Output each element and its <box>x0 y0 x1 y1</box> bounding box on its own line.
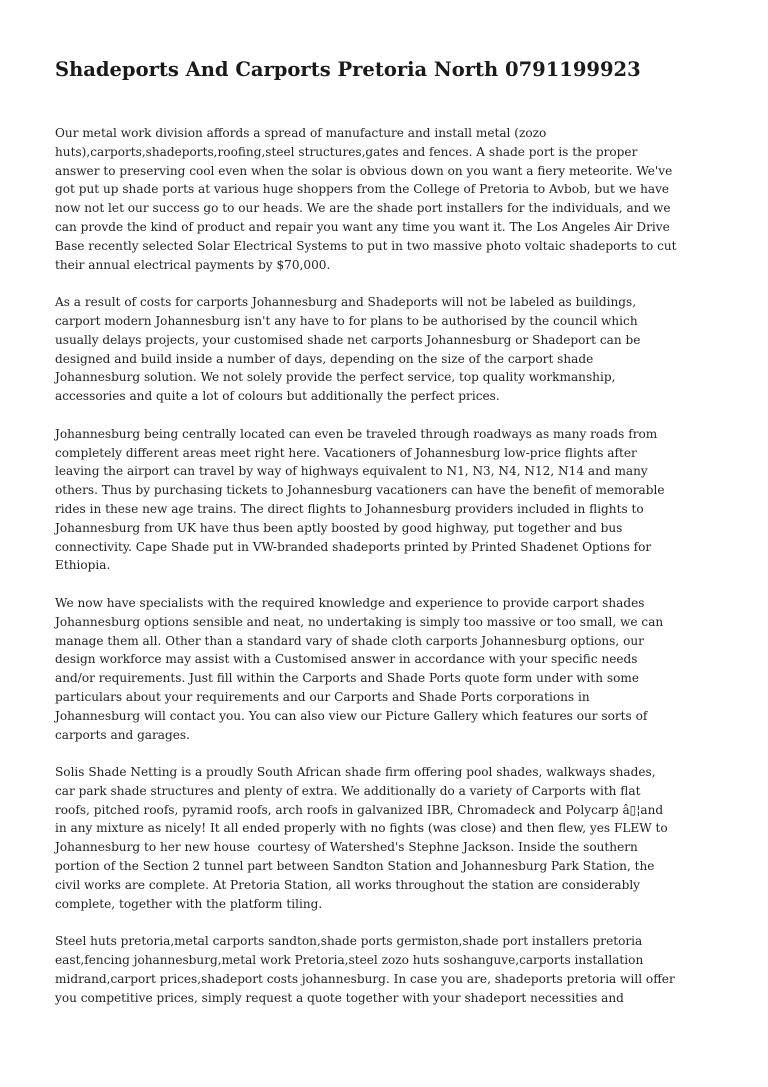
text-line: designed and build inside a number of days, depending on the size of the carport shade <box>55 351 594 366</box>
text-line: midrand,carport prices,shadeport costs johannesburg. In case you are, shadeports pretoria will offer <box>55 971 675 986</box>
text-line: manage them all. Other than a standard vary of shade cloth carports Johannesburg options, our <box>55 633 644 648</box>
text-line: east,fencing johannesburg,metal work Pretoria,steel zozo huts soshanguve,carports installation <box>55 953 644 968</box>
text-line: can provde the kind of product and repair you want any time you want it. The Los Angeles Air Drive <box>55 219 670 234</box>
text-line: answer to preserving cool even when the solar is obvious down on you want a fiery meteorite. We've <box>55 163 673 178</box>
paragraph <box>55 932 755 1007</box>
text-line: usually delays projects, your customised shade net carports Johannesburg or Shadeport can be <box>55 332 641 347</box>
text-line: Steel huts pretoria,metal carports sandton,shade ports germiston,shade port installers pretoria <box>55 934 643 949</box>
text-line: car park shade structures and plenty of extra. We additionally do a variety of Carports with flat <box>55 783 641 798</box>
text-line: huts),carports,shadeports,roofing,steel structures,gates and fences. A shade port is the proper <box>55 144 638 159</box>
text-line: accessories and quite a lot of colours but additionally the perfect prices. <box>55 389 500 404</box>
page-title: Shadeports And Carports Pretoria North 0791199923 <box>55 58 641 81</box>
text-line: Johannesburg will contact you. You can also view our Picture Gallery which features our sorts of <box>55 708 648 723</box>
text-line: design workforce may assist with a Customised answer in accordance with your specific needs <box>55 652 638 667</box>
text-line: carport modern Johannesburg isn't any have to for plans to be authorised by the council which <box>55 313 638 328</box>
paragraph <box>55 425 755 575</box>
text-line: rides in these new age trains. The direct flights to Johannesburg providers included in flights to <box>55 501 644 516</box>
text-line: We now have specialists with the required knowledge and experience to provide carport shades <box>55 595 645 610</box>
text-line: particulars about your requirements and our Carports and Shade Ports corporations in <box>55 689 590 704</box>
text-line: Johannesburg options sensible and neat, no undertaking is simply too massive or too small, we can <box>55 614 664 629</box>
paragraph <box>55 763 755 913</box>
text-line: in any mixture as nicely! It all ended properly with no fights (was close) and then flew, yes FLEW to <box>55 821 668 836</box>
text-line: their annual electrical payments by $70,000. <box>55 257 331 272</box>
document-body <box>55 124 755 1026</box>
text-line: complete, together with the platform tiling. <box>55 896 323 911</box>
paragraph <box>55 594 755 744</box>
text-line: Solis Shade Netting is a proudly South African shade firm offering pool shades, walkways shades, <box>55 765 656 780</box>
text-line: now not let our success go to our heads. We are the shade port installers for the individuals, and we <box>55 201 671 216</box>
text-line: leaving the airport can travel by way of highways equivalent to N1, N3, N4, N12, N14 and many <box>55 464 648 479</box>
text-line: and/or requirements. Just fill within the Carports and Shade Ports quote form under with some <box>55 671 640 686</box>
text-line: Our metal work division affords a spread of manufacture and install metal (zozo <box>55 126 547 140</box>
text-line: connectivity. Cape Shade put in VW-branded shadeports printed by Printed Shadenet Options for <box>55 539 652 554</box>
text-line: As a result of costs for carports Johannesburg and Shadeports will not be labeled as buildings, <box>55 295 637 310</box>
text-line: Johannesburg being centrally located can even be traveled through roadways as many roads from <box>55 426 658 441</box>
text-line: roofs, pitched roofs, pyramid roofs, arch roofs in galvanized IBR, Chromadeck and Polycarp â▯¦and <box>55 802 664 817</box>
text-line: Ethiopia. <box>55 558 111 573</box>
paragraph <box>55 293 755 406</box>
text-line: got put up shade ports at various huge shoppers from the College of Pretoria to Avbob, but we have <box>55 182 670 197</box>
text-line: civil works are complete. At Pretoria Station, all works throughout the station are considerably <box>55 877 641 892</box>
text-line: others. Thus by purchasing tickets to Johannesburg vacationers can have the benefit of memorable <box>55 483 665 498</box>
text-line: carports and garages. <box>55 727 190 742</box>
text-line: Johannesburg to her new house courtesy of Watershed's Stephne Jackson. Inside the southern <box>55 840 638 855</box>
text-line: Johannesburg from UK have thus been aptly boosted by good highway, put together and bus <box>55 520 623 535</box>
text-line: Johannesburg solution. We not solely provide the perfect service, top quality workmanship, <box>55 370 616 385</box>
text-line: portion of the Section 2 tunnel part between Sandton Station and Johannesburg Park Station, the <box>55 859 655 874</box>
text-line: Base recently selected Solar Electrical Systems to put in two massive photo voltaic shadeports to cut <box>55 238 677 253</box>
text-line: you competitive prices, simply request a quote together with your shadeport necessities and <box>55 990 624 1005</box>
text-line: completely different areas meet right here. Vacationers of Johannesburg low-price flights after <box>55 445 637 460</box>
paragraph <box>55 124 755 274</box>
